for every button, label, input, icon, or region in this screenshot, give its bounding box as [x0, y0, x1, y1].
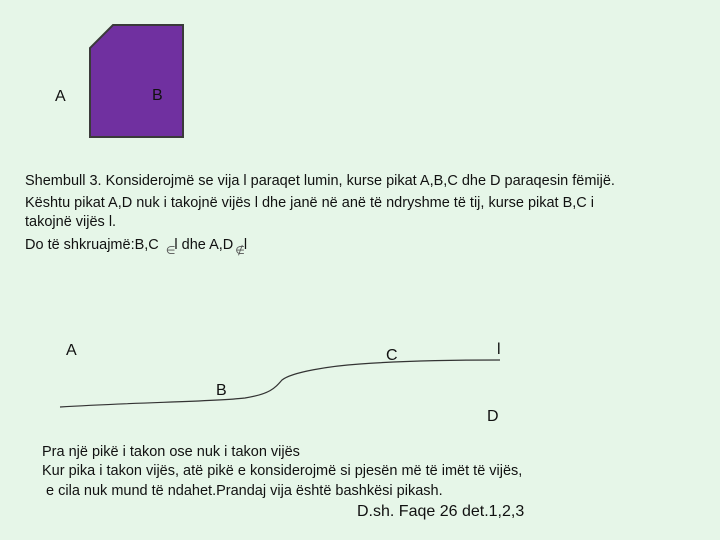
textbook-reference: D.sh. Faqe 26 det.1,2,3	[357, 503, 525, 520]
notation-line-l-1: l	[174, 237, 178, 253]
line-l-label: l	[497, 341, 501, 358]
notation-middle: dhe A,D	[181, 237, 234, 253]
point-c-label: C	[386, 347, 398, 364]
point-d-label: D	[487, 408, 499, 425]
point-a-label: A	[66, 342, 77, 359]
notation-line-l-2: l	[243, 237, 248, 253]
footer-line-3: e cila nuk mund të ndahet.Prandaj vija është bashkësi pikash.	[42, 483, 443, 499]
example-line-2: Kështu pikat A,D nuk i takojnë vijës l dhe janë në anë të ndryshme të tij, kurse pikat B,C i	[25, 195, 595, 211]
notation-prefix: Do të shkruajmë:B,C	[25, 237, 159, 253]
example-line-3: takojnë vijës l.	[25, 214, 117, 230]
point-b-label: B	[216, 382, 227, 399]
element-of-icon: ∈	[165, 244, 175, 257]
example-line-1: Shembull 3. Konsiderojmë se vija l paraqet lumin, kurse pikat A,B,C dhe D paraqesin fëmijë.	[25, 173, 615, 189]
point-b-label-top: B	[152, 87, 163, 104]
not-element-of-icon: ∉	[235, 244, 244, 257]
point-a-label-top: A	[55, 88, 66, 105]
footer-line-1: Pra një pikë i takon ose nuk i takon vijës	[42, 444, 300, 460]
footer-line-2: Kur pika i takon vijës, atë pikë e konsiderojmë si pjesën më të imët të vijës,	[42, 463, 523, 479]
river-line-l	[60, 360, 500, 407]
